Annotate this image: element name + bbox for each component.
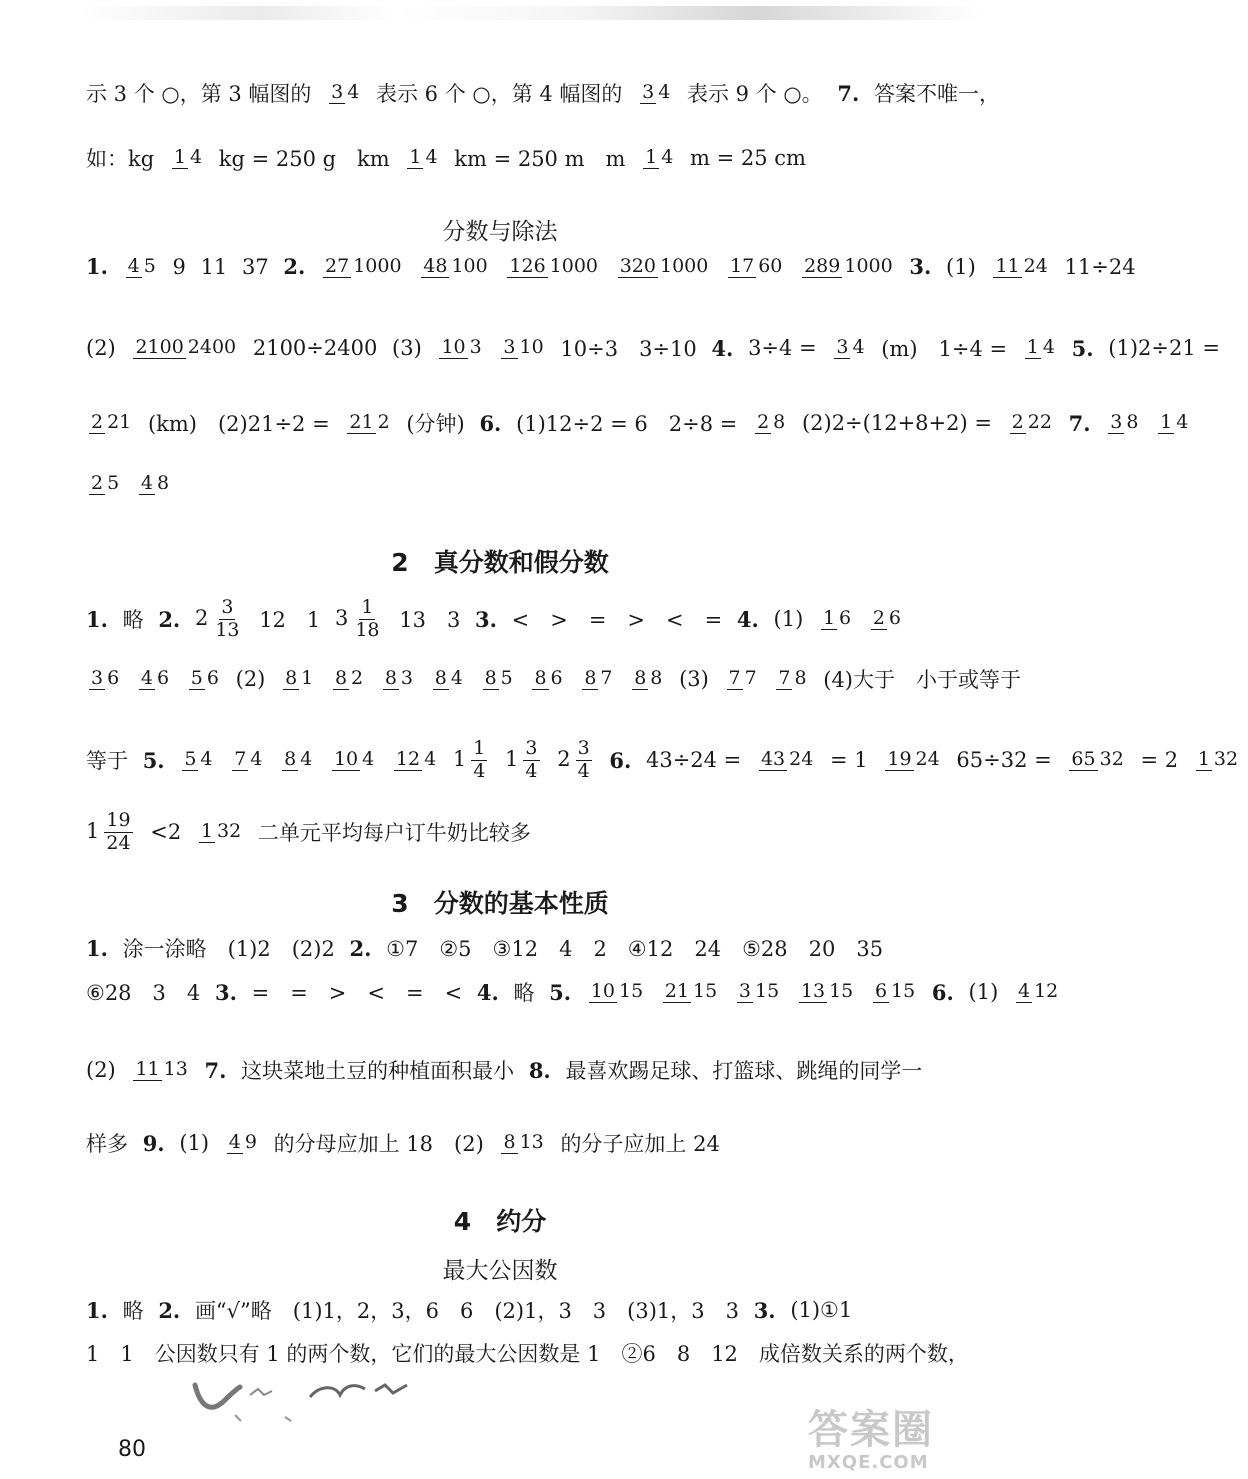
question-number: 4. bbox=[736, 606, 759, 632]
answer-line bbox=[86, 333, 1220, 363]
fraction: 3 4 bbox=[331, 81, 360, 104]
fraction: 8 4 bbox=[434, 667, 463, 690]
question-number: 2. bbox=[158, 1297, 181, 1323]
answer-line bbox=[86, 1338, 969, 1368]
fraction: 21 15 bbox=[664, 980, 718, 1003]
mixed-number: 2 $\frac{3}{4}$ bbox=[557, 737, 590, 782]
text: (2) bbox=[86, 1058, 116, 1082]
text: m = 25 cm bbox=[689, 146, 806, 170]
text: (1)2÷21 = bbox=[1108, 336, 1220, 360]
fraction: 8 1 bbox=[285, 667, 314, 690]
fraction: 1 4 bbox=[173, 146, 203, 169]
text: 11÷24 bbox=[1064, 254, 1136, 279]
fraction: 7 4 bbox=[234, 748, 263, 771]
fraction: 4 5 bbox=[127, 254, 156, 277]
text: (4)大于 小于或等于 bbox=[823, 668, 1021, 692]
answer-line bbox=[86, 933, 960, 963]
question-number: 2. bbox=[349, 935, 372, 961]
question-number: 2. bbox=[158, 606, 181, 632]
text: 等于 bbox=[86, 749, 128, 774]
text: 二单元平均每户订牛奶比较多 bbox=[257, 821, 531, 846]
answer-line bbox=[86, 1055, 960, 1085]
fraction: 7 8 bbox=[778, 667, 807, 690]
text: (分钟) bbox=[406, 412, 465, 436]
answer-line bbox=[86, 737, 1239, 783]
text: ⑥28 3 4 bbox=[86, 981, 201, 1005]
text: ①7 ②5 ③12 4 2 ④12 24 ⑤28 20 35 bbox=[386, 937, 884, 961]
fraction: 8 13 bbox=[503, 1131, 544, 1154]
text: (3) bbox=[392, 336, 422, 360]
question-number: 7. bbox=[204, 1057, 227, 1083]
fraction: 8 7 bbox=[584, 667, 613, 690]
text: 最喜欢踢足球、打篮球、跳绳的同学一 bbox=[565, 1059, 923, 1083]
text: kg = 250 g km bbox=[218, 147, 390, 171]
text: < > = > < = bbox=[511, 608, 723, 633]
answer-line bbox=[86, 253, 1136, 279]
section-title: 3 分数的基本性质 bbox=[391, 889, 609, 918]
question-number: 3. bbox=[214, 979, 237, 1005]
text: (2) bbox=[86, 336, 116, 360]
text: 画“√”略 (1)1，2，3，6 6 (2)1，3 3 (3)1，3 3 bbox=[194, 1299, 739, 1323]
fraction: 320 1000 bbox=[619, 254, 709, 277]
text: 9 bbox=[172, 254, 186, 279]
answer-line bbox=[86, 1128, 960, 1158]
fraction: 289 1000 bbox=[804, 254, 893, 277]
fraction: 2 8 bbox=[757, 411, 786, 434]
fraction: 3 4 bbox=[642, 81, 671, 104]
text: (km) (2)21÷2 = bbox=[147, 412, 330, 436]
question-number: 5. bbox=[142, 747, 165, 773]
question-number: 3. bbox=[753, 1297, 776, 1323]
fraction: 2 6 bbox=[872, 607, 902, 630]
fraction: 1 32 bbox=[1197, 748, 1239, 771]
question-number: 6. bbox=[931, 979, 954, 1005]
answer-line bbox=[86, 143, 960, 173]
fraction: 13 15 bbox=[800, 980, 854, 1003]
mixed-number: 1 $\frac{1}{4}$ bbox=[452, 737, 486, 782]
fraction: 3 6 bbox=[91, 667, 120, 690]
fraction: 11 13 bbox=[135, 1058, 188, 1081]
fraction: 11 24 bbox=[995, 254, 1048, 277]
fraction: 10 4 bbox=[333, 748, 375, 771]
fraction: 10 3 bbox=[441, 336, 482, 359]
question-number: 1. bbox=[86, 254, 108, 279]
text: 表示 9 个 ○。 bbox=[686, 82, 823, 106]
fraction: 7 7 bbox=[728, 667, 757, 690]
question-number: 1. bbox=[86, 606, 108, 632]
text: <2 bbox=[150, 820, 182, 845]
text: 13 3 bbox=[399, 608, 461, 633]
fraction: 1 4 bbox=[1160, 411, 1189, 434]
question-number: 8. bbox=[528, 1057, 551, 1083]
text: 10÷3 3÷10 bbox=[560, 337, 697, 361]
text: 答案不唯一， bbox=[874, 82, 1000, 106]
fraction: 10 15 bbox=[590, 980, 644, 1003]
answer-line bbox=[86, 977, 1059, 1007]
text: (3) bbox=[679, 667, 709, 691]
question-number: 7. bbox=[837, 80, 860, 106]
question-number: 4. bbox=[711, 335, 734, 361]
text: (2)2÷(12+8+2) = bbox=[801, 411, 992, 435]
text: (m) 1÷4 = bbox=[881, 337, 1008, 361]
fraction: 2100 2400 bbox=[135, 336, 237, 359]
answer-line bbox=[86, 597, 960, 642]
section-title: 2 真分数和假分数 bbox=[391, 548, 609, 577]
text: 示 3 个 ○，第 3 幅图的 bbox=[86, 82, 312, 106]
text: 略 bbox=[513, 981, 535, 1005]
text: = = > < = < bbox=[251, 981, 463, 1005]
mixed-number: 1 $\frac{19}{24}$ bbox=[86, 809, 131, 854]
fraction: 2 22 bbox=[1011, 411, 1052, 434]
text: (2) bbox=[235, 667, 266, 691]
fraction: 2 5 bbox=[91, 471, 120, 494]
fraction: 8 2 bbox=[334, 667, 364, 690]
fraction: 19 24 bbox=[887, 748, 940, 771]
text: (1) bbox=[179, 1131, 210, 1155]
fraction: 1 4 bbox=[645, 146, 674, 169]
question-number: 5. bbox=[1071, 335, 1094, 361]
scan-top-edge bbox=[80, 6, 980, 20]
watermark-url: MXQE.COM bbox=[808, 1452, 929, 1473]
question-number: 1. bbox=[86, 1297, 108, 1323]
answer-line bbox=[86, 408, 1189, 438]
mixed-number: 3 $\frac{1}{18}$ bbox=[334, 596, 380, 641]
fraction: 4 6 bbox=[140, 667, 170, 690]
question-number: 6. bbox=[609, 747, 632, 773]
text: 表示 6 个 ○，第 4 幅图的 bbox=[375, 82, 623, 106]
text: 2100÷2400 bbox=[252, 336, 378, 360]
fraction: 21 2 bbox=[349, 411, 390, 434]
watermark-logo bbox=[808, 1408, 988, 1472]
section-subtitle: 最大公因数 bbox=[442, 1258, 558, 1284]
text: 的分母应加上 18 (2) bbox=[273, 1132, 484, 1156]
text: 如：kg bbox=[86, 147, 155, 171]
fraction: 4 12 bbox=[1017, 980, 1059, 1003]
fraction: 1 32 bbox=[200, 820, 242, 843]
text: 这块菜地土豆的种植面积最小 bbox=[241, 1059, 515, 1083]
text: 的分子应加上 24 bbox=[560, 1132, 720, 1156]
fraction: 3 10 bbox=[503, 336, 544, 359]
fraction: 3 15 bbox=[738, 980, 780, 1003]
fraction: 5 4 bbox=[184, 748, 213, 771]
question-number: 4. bbox=[476, 979, 499, 1005]
fraction: 17 60 bbox=[730, 254, 783, 277]
bird-decoration-icon bbox=[190, 1375, 420, 1425]
text: 1 1 公因数只有 1 的两个数，它们的最大公因数是 1 ②6 8 12 成倍数关系的两个数， bbox=[86, 1342, 969, 1366]
question-number: 1. bbox=[86, 935, 108, 961]
mixed-number: 1 $\frac{3}{4}$ bbox=[505, 737, 538, 782]
section-subtitle: 分数与除法 bbox=[442, 219, 558, 245]
question-number: 7. bbox=[1068, 410, 1091, 436]
fraction: 8 5 bbox=[484, 667, 513, 690]
question-number: 5. bbox=[549, 979, 572, 1005]
fraction: 65 32 bbox=[1071, 748, 1124, 771]
fraction: 4 8 bbox=[140, 471, 170, 494]
fraction: 5 6 bbox=[190, 667, 219, 690]
question-number: 3. bbox=[475, 606, 497, 632]
text: 12 1 bbox=[259, 608, 321, 633]
answer-line bbox=[86, 78, 1000, 108]
text: (1) bbox=[773, 607, 804, 632]
text: 11 bbox=[200, 254, 228, 279]
question-number: 3. bbox=[909, 254, 932, 279]
fraction: 126 1000 bbox=[509, 254, 599, 277]
fraction: 48 100 bbox=[423, 254, 488, 277]
answer-line bbox=[86, 470, 960, 494]
question-number: 6. bbox=[479, 410, 502, 436]
section-title: 4 约分 bbox=[453, 1207, 547, 1236]
fraction: 8 3 bbox=[384, 667, 413, 690]
fraction: 12 4 bbox=[395, 748, 437, 771]
fraction: 6 15 bbox=[874, 980, 916, 1003]
text: km = 250 m m bbox=[454, 147, 626, 171]
text: = 2 bbox=[1140, 748, 1179, 773]
fraction: 8 8 bbox=[634, 667, 663, 690]
fraction: 1 4 bbox=[1026, 336, 1055, 359]
text: = 1 bbox=[830, 748, 868, 773]
text: (1) bbox=[946, 254, 976, 279]
watermark-text: 答案圈 bbox=[808, 1407, 934, 1453]
text: 43÷24 = bbox=[645, 748, 742, 773]
fraction: 8 4 bbox=[284, 748, 313, 771]
fraction: 2 21 bbox=[91, 411, 132, 434]
text: 65÷32 = bbox=[956, 748, 1052, 773]
fraction: 43 24 bbox=[760, 748, 814, 771]
answer-line bbox=[86, 1295, 960, 1325]
fraction: 3 8 bbox=[1110, 411, 1139, 434]
fraction: 1 6 bbox=[822, 607, 852, 630]
fraction: 27 1000 bbox=[325, 254, 402, 277]
question-number: 9. bbox=[142, 1130, 165, 1156]
text: 略 bbox=[122, 1299, 144, 1323]
text: 37 bbox=[241, 254, 269, 279]
text: 样多 bbox=[86, 1132, 128, 1156]
text: 略 bbox=[122, 608, 144, 633]
answer-line bbox=[86, 810, 960, 855]
fraction: 3 4 bbox=[836, 336, 865, 359]
fraction: 1 4 bbox=[409, 146, 438, 169]
text: (1)①1 bbox=[790, 1298, 853, 1322]
text: (1) bbox=[968, 980, 999, 1004]
page-number: 80 bbox=[118, 1437, 146, 1462]
fraction: 8 6 bbox=[534, 667, 563, 690]
answer-line bbox=[86, 664, 1021, 694]
mixed-number: 2 $\frac{3}{13}$ bbox=[194, 596, 240, 641]
text: 3÷4 = bbox=[748, 336, 817, 360]
text: (1)12÷2 = 6 2÷8 = bbox=[516, 412, 738, 436]
text: 涂一涂略 (1)2 (2)2 bbox=[122, 937, 335, 961]
fraction: 4 9 bbox=[228, 1131, 257, 1154]
question-number: 2. bbox=[283, 254, 306, 279]
